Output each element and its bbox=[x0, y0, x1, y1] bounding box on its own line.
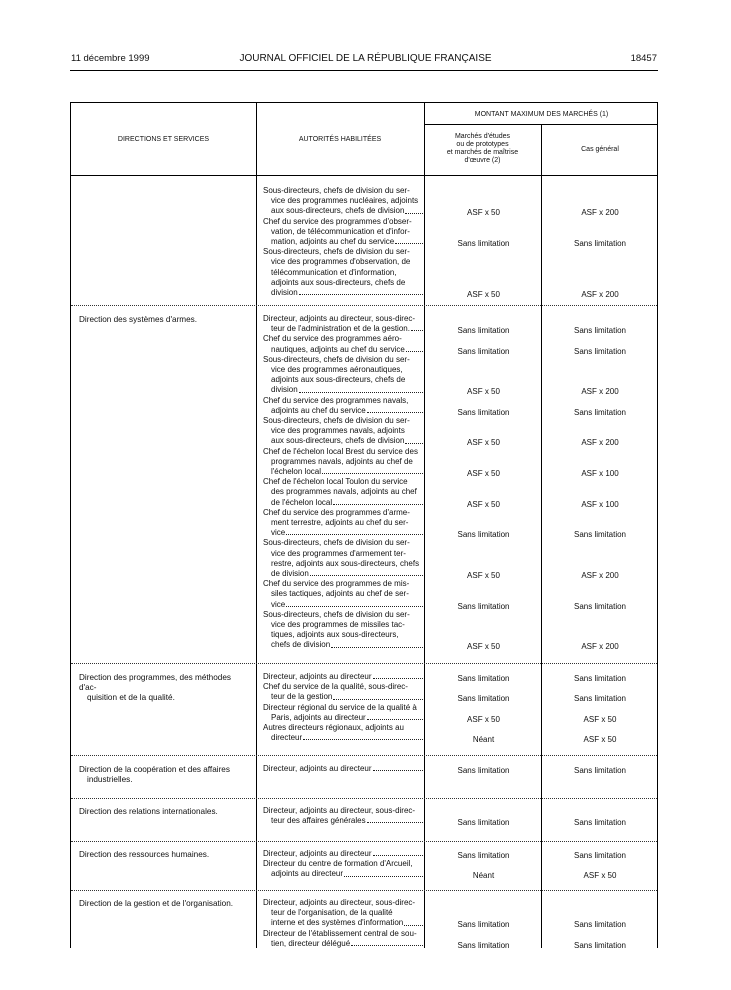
amount-general: Sans limitation bbox=[573, 818, 627, 828]
authority-text: division bbox=[271, 288, 298, 297]
authority-text: teur des affaires générales bbox=[271, 816, 366, 826]
authority-line: ment terrestre, adjoints au chef du ser- bbox=[271, 518, 409, 527]
authority-entry bbox=[263, 579, 423, 610]
authority-text: mation, adjoints au chef du service bbox=[271, 237, 395, 246]
authority-entry bbox=[263, 849, 423, 859]
authority-text: adjoints au directeur bbox=[271, 869, 344, 879]
authority-line: Sous-directeurs, chefs de division du ser- bbox=[263, 609, 410, 619]
authority-text: aux sous-directeurs, chefs de division bbox=[271, 206, 405, 216]
authority-line: Chef du service des programmes d'obser- bbox=[263, 216, 412, 226]
dot-leader bbox=[286, 600, 423, 607]
authority-text: teur de l'administration et de la gestion. bbox=[271, 324, 410, 334]
authority-entry bbox=[263, 610, 423, 651]
amount-general: Sans limitation bbox=[573, 346, 627, 356]
amount-etudes: ASF x 50 bbox=[467, 208, 500, 218]
authority-line: Chef du service de la qualité, sous-direc- bbox=[263, 682, 408, 692]
authority-line bbox=[263, 385, 423, 395]
authority-text: interne et des systèmes d'information bbox=[271, 918, 404, 928]
authority-text: Directeur, adjoints au directeur bbox=[263, 672, 372, 681]
authority-entry bbox=[263, 416, 423, 447]
authority-line: vice des programmes nucléaires, adjoints bbox=[271, 196, 419, 206]
amount-general: Sans limitation bbox=[573, 407, 627, 417]
authority-line bbox=[263, 237, 423, 247]
dot-leader bbox=[310, 569, 423, 576]
header-date: 11 décembre 1999 bbox=[71, 53, 150, 64]
authority-entry bbox=[263, 355, 423, 396]
amount-general: Sans limitation bbox=[573, 674, 627, 683]
amount-general: Sans limitation bbox=[573, 766, 627, 775]
amount-general: ASF x 50 bbox=[583, 735, 617, 745]
authority-line bbox=[263, 692, 423, 702]
authority-text: aux sous-directeurs, chefs de division bbox=[271, 436, 405, 446]
authority-line bbox=[263, 288, 423, 298]
authority-entry bbox=[263, 929, 423, 949]
direction-name bbox=[79, 765, 249, 785]
dot-leader bbox=[299, 288, 423, 295]
authority-line: des programmes navals, adjoints au chef bbox=[271, 487, 417, 497]
authority-line: Sous-directeurs, chefs de division du ser- bbox=[263, 186, 410, 195]
amount-etudes: ASF x 50 bbox=[467, 642, 500, 652]
authority-line: vice des programmes aéronautiques, bbox=[271, 365, 403, 374]
direction-name bbox=[79, 899, 249, 909]
authority-line: restre, adjoints aux sous-directeurs, chefs bbox=[271, 558, 420, 568]
authority-text: de l'échelon local bbox=[271, 497, 333, 507]
amount-general: Sans limitation bbox=[573, 694, 627, 704]
journal-title: JOURNAL OFFICIEL DE LA RÉPUBLIQUE FRANÇAISE bbox=[239, 53, 492, 64]
authority-entry bbox=[263, 447, 423, 478]
authority-line: Sous-directeurs, chefs de division du ser- bbox=[263, 247, 410, 257]
amount-etudes: Sans limitation bbox=[457, 694, 510, 704]
authority-entry bbox=[263, 703, 423, 723]
amount-general: Sans limitation bbox=[573, 326, 627, 336]
authority-line: Directeur régional du service de la qualité à bbox=[263, 702, 417, 712]
authority-line bbox=[263, 600, 423, 610]
authority-text: vice bbox=[271, 599, 286, 609]
authority-line bbox=[263, 345, 423, 355]
col-divider bbox=[541, 124, 542, 948]
authority-line: vice des programmes d'observation, de bbox=[271, 257, 411, 267]
authority-line bbox=[263, 498, 423, 508]
section-divider bbox=[71, 755, 657, 756]
amount-etudes: ASF x 50 bbox=[467, 469, 500, 478]
authority-line bbox=[263, 206, 423, 216]
subheader-etudes-line: Marchés d'études bbox=[454, 133, 511, 140]
dot-leader bbox=[303, 733, 423, 740]
authority-line bbox=[263, 918, 423, 928]
authority-line: programmes navals, adjoints au chef de bbox=[271, 456, 413, 466]
authority-entry bbox=[263, 723, 423, 743]
amount-general: ASF x 200 bbox=[581, 571, 619, 580]
authority-entry bbox=[263, 217, 423, 248]
authority-line bbox=[263, 569, 423, 579]
amount-etudes: Sans limitation bbox=[457, 239, 510, 248]
dot-leader bbox=[333, 692, 423, 699]
authority-line: Directeur de l'établissement central de sou- bbox=[263, 928, 417, 938]
authority-entry bbox=[263, 859, 423, 879]
amount-etudes: ASF x 50 bbox=[467, 387, 500, 397]
authority-line: Chef du service des programmes aéro- bbox=[263, 334, 402, 344]
authority-line bbox=[263, 764, 423, 774]
direction-name bbox=[79, 850, 249, 860]
dot-leader bbox=[322, 467, 423, 474]
amount-etudes: Sans limitation bbox=[457, 766, 510, 775]
authority-text: division bbox=[271, 385, 298, 395]
section-divider bbox=[71, 890, 657, 891]
authority-entry bbox=[263, 186, 423, 217]
subheader-etudes-line: et marchés de maîtrise bbox=[446, 149, 519, 156]
authority-line bbox=[263, 324, 423, 334]
dot-leader bbox=[373, 672, 424, 679]
amount-etudes: ASF x 50 bbox=[467, 499, 500, 509]
amount-etudes: Sans limitation bbox=[457, 674, 510, 683]
authority-text: Directeur, adjoints au directeur bbox=[263, 849, 372, 858]
section-divider bbox=[71, 305, 657, 306]
amount-general: Sans limitation bbox=[573, 851, 627, 860]
authority-text: tien, directeur délégué bbox=[271, 938, 351, 948]
authority-line: Autres directeurs régionaux, adjoints au bbox=[263, 723, 404, 732]
dot-leader bbox=[367, 406, 423, 413]
authority-line bbox=[263, 939, 423, 949]
column-header-montant: MONTANT MAXIMUM DES MARCHÉS (1) bbox=[474, 111, 609, 118]
amount-general: ASF x 200 bbox=[581, 438, 619, 448]
authority-entry bbox=[263, 334, 423, 354]
amount-etudes: Sans limitation bbox=[457, 940, 510, 950]
page-number: 18457 bbox=[630, 53, 657, 64]
authority-entry bbox=[263, 314, 423, 334]
direction-line: Direction de la coopération et des affaires bbox=[79, 765, 230, 774]
authority-line: Sous-directeurs, chefs de division du ser- bbox=[263, 538, 410, 548]
amount-etudes: Sans limitation bbox=[457, 818, 510, 828]
authority-entry bbox=[263, 477, 423, 508]
subheader-etudes bbox=[424, 133, 541, 165]
authority-text: adjoints au chef du service bbox=[271, 405, 366, 415]
dot-leader bbox=[373, 764, 424, 771]
amount-etudes: ASF x 50 bbox=[467, 714, 500, 724]
amount-general: Sans limitation bbox=[573, 920, 627, 930]
subheader-etudes-line: ou de prototypes bbox=[456, 141, 509, 148]
amount-general: ASF x 50 bbox=[583, 871, 617, 881]
section-divider bbox=[71, 798, 657, 799]
authority-line bbox=[263, 640, 423, 650]
dot-leader bbox=[333, 498, 423, 505]
authority-text: directeur bbox=[271, 733, 303, 743]
direction-line: Direction de la gestion et de l'organisation. bbox=[79, 899, 234, 908]
amount-etudes: Sans limitation bbox=[457, 326, 510, 336]
direction-name bbox=[79, 807, 249, 817]
authority-text: Paris, adjoints au directeur bbox=[271, 712, 366, 722]
amount-general: ASF x 200 bbox=[581, 642, 619, 652]
amount-general: ASF x 200 bbox=[581, 290, 619, 299]
authority-line bbox=[263, 733, 423, 743]
authority-line: vice des programmes d'armement ter- bbox=[271, 548, 406, 558]
authority-line: tiques, adjoints aux sous-directeurs, bbox=[271, 630, 399, 640]
amount-etudes: Néant bbox=[472, 871, 495, 881]
amount-etudes: Sans limitation bbox=[457, 601, 510, 611]
dot-leader bbox=[331, 640, 423, 647]
authority-text: de division bbox=[271, 569, 309, 578]
amount-general: ASF x 100 bbox=[581, 499, 619, 509]
authority-entry bbox=[263, 247, 423, 298]
authority-line: Directeur, adjoints au directeur, sous-direc- bbox=[263, 898, 416, 907]
authority-line: Chef de l'échelon local Toulon du service bbox=[263, 477, 408, 487]
authority-entry bbox=[263, 538, 423, 579]
authority-text: nautiques, adjoints au chef du service bbox=[271, 344, 405, 354]
direction-line: quisition et de la qualité. bbox=[87, 693, 175, 703]
authority-entry bbox=[263, 898, 423, 929]
authority-line: Chef de l'échelon local Brest du service des bbox=[263, 446, 418, 456]
authority-text: chefs de division bbox=[271, 640, 331, 650]
authority-line: siles tactiques, adjoints au chef de ser- bbox=[271, 589, 409, 599]
section-divider bbox=[71, 663, 657, 664]
authority-text: Directeur, adjoints au directeur bbox=[263, 764, 372, 773]
col-divider bbox=[256, 103, 257, 948]
amount-etudes: ASF x 50 bbox=[467, 438, 500, 448]
authority-line bbox=[263, 528, 423, 538]
direction-line: Direction des relations internationales. bbox=[79, 807, 218, 816]
dot-leader bbox=[344, 869, 423, 876]
authority-entry bbox=[263, 396, 423, 416]
direction-line: Direction des systèmes d'armes. bbox=[79, 315, 198, 324]
dot-leader bbox=[411, 324, 423, 331]
dot-leader bbox=[299, 385, 423, 392]
authority-line: télécommunication et d'information, bbox=[271, 267, 397, 277]
amount-general: ASF x 50 bbox=[583, 714, 617, 724]
amount-etudes: Sans limitation bbox=[457, 346, 510, 356]
authority-line: Chef du service des programmes de mis- bbox=[263, 579, 410, 589]
authority-line bbox=[263, 467, 423, 477]
subheader-etudes-line: d'œuvre (2) bbox=[464, 157, 501, 164]
header-subrule bbox=[424, 124, 657, 125]
direction-line: Direction des ressources humaines. bbox=[79, 850, 210, 859]
authority-line bbox=[263, 713, 423, 723]
authority-text: vice bbox=[271, 528, 286, 538]
dot-leader bbox=[405, 436, 423, 443]
amount-general: ASF x 100 bbox=[581, 469, 619, 478]
dot-leader bbox=[367, 816, 423, 823]
dot-leader bbox=[406, 345, 423, 352]
authority-entry bbox=[263, 806, 423, 826]
authority-line bbox=[263, 849, 423, 859]
authority-entry bbox=[263, 682, 423, 702]
header-rule bbox=[70, 70, 658, 71]
authority-line: teur de l'organisation, de la qualité bbox=[271, 908, 393, 918]
authority-line: vation, de télécommunication et d'infor- bbox=[271, 226, 410, 236]
authority-line bbox=[263, 869, 423, 879]
header-bottom-rule bbox=[71, 175, 657, 176]
subheader-general: Cas général bbox=[581, 146, 619, 153]
amount-general: Sans limitation bbox=[573, 940, 627, 950]
amount-general: ASF x 200 bbox=[581, 387, 619, 397]
amount-general: ASF x 200 bbox=[581, 208, 619, 218]
dot-leader bbox=[286, 528, 423, 535]
authority-entry bbox=[263, 764, 423, 774]
amount-etudes: Sans limitation bbox=[457, 851, 510, 860]
authority-line bbox=[263, 406, 423, 416]
direction-line: industrielles. bbox=[87, 775, 133, 785]
amount-etudes: ASF x 50 bbox=[467, 290, 500, 299]
dot-leader bbox=[395, 237, 423, 244]
amount-etudes: Néant bbox=[472, 735, 495, 745]
authorities-table bbox=[70, 102, 658, 948]
direction-name bbox=[79, 315, 249, 325]
column-header-autorites: AUTORITÉS HABILITÉES bbox=[298, 136, 382, 143]
authority-entry bbox=[263, 508, 423, 539]
col-divider bbox=[424, 103, 425, 948]
authority-entry bbox=[263, 672, 423, 682]
authority-line bbox=[263, 816, 423, 826]
authority-text: l'échelon local bbox=[271, 467, 322, 476]
amount-general: Sans limitation bbox=[573, 601, 627, 611]
authority-line bbox=[263, 436, 423, 446]
authority-line: Directeur du centre de formation d'Arcueil, bbox=[263, 859, 413, 869]
direction-name bbox=[79, 673, 249, 704]
authority-line: Directeur, adjoints au directeur, sous-direc- bbox=[263, 806, 416, 815]
dot-leader bbox=[351, 939, 423, 946]
dot-leader bbox=[373, 849, 424, 856]
amount-general: Sans limitation bbox=[573, 530, 627, 540]
amount-general: Sans limitation bbox=[573, 239, 627, 248]
authority-line: Sous-directeurs, chefs de division du ser- bbox=[263, 416, 410, 425]
authority-text: teur de la gestion bbox=[271, 692, 333, 702]
authority-line: adjoints aux sous-directeurs, chefs de bbox=[271, 277, 406, 287]
authority-line: Sous-directeurs, chefs de division du ser- bbox=[263, 354, 410, 364]
amount-etudes: Sans limitation bbox=[457, 407, 510, 417]
direction-line: Direction des programmes, des méthodes d'ac- bbox=[79, 673, 231, 693]
authority-line: adjoints aux sous-directeurs, chefs de bbox=[271, 375, 406, 385]
amount-etudes: Sans limitation bbox=[457, 530, 510, 540]
authority-line: vice des programmes navals, adjoints bbox=[271, 426, 405, 436]
amount-etudes: Sans limitation bbox=[457, 920, 510, 930]
authority-line: Chef du service des programmes navals, bbox=[263, 395, 409, 405]
dot-leader bbox=[405, 206, 423, 213]
authority-line: Directeur, adjoints au directeur, sous-direc- bbox=[263, 314, 416, 323]
amount-etudes: ASF x 50 bbox=[467, 571, 500, 580]
authority-line: vice des programmes de missiles tac- bbox=[271, 620, 405, 629]
dot-leader bbox=[404, 918, 423, 925]
authority-line: Chef du service des programmes d'arme- bbox=[263, 507, 410, 517]
dot-leader bbox=[367, 713, 423, 720]
column-header-directions: DIRECTIONS ET SERVICES bbox=[117, 136, 210, 143]
section-divider bbox=[71, 841, 657, 842]
authority-line bbox=[263, 672, 423, 682]
